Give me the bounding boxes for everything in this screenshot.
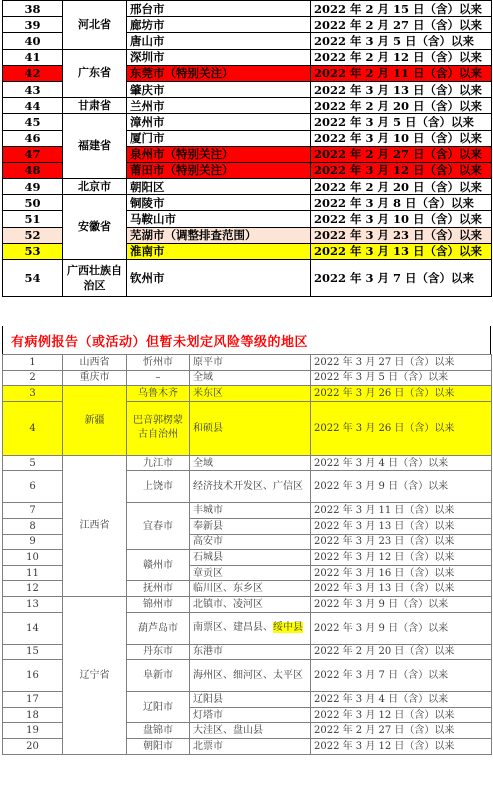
date-cell: 2022 年 3 月 11 日（含）以来 xyxy=(311,503,492,519)
table-row xyxy=(3,98,492,114)
date-cell: 2022 年 3 月 27 日（含）以来 xyxy=(311,355,492,371)
date-cell: 2022 年 2 月 15 日（含）以来 xyxy=(311,1,492,17)
district-cell: 东港市 xyxy=(190,644,311,660)
table-row xyxy=(3,114,492,130)
date-cell: 2022 年 3 月 4 日（含）以来 xyxy=(311,692,492,708)
city-cell: 东莞市（特别关注） xyxy=(127,65,311,81)
city-cell: 阜新市 xyxy=(127,660,190,692)
city-cell: 漳州市 xyxy=(127,114,311,130)
district-cell: 全域 xyxy=(190,455,311,471)
row-number: 7 xyxy=(3,503,63,519)
table-row xyxy=(3,370,492,386)
row-number: 51 xyxy=(3,211,63,227)
date-cell: 2022 年 3 月 10 日（含）以来 xyxy=(311,211,492,227)
district-highlight: 绥中县 xyxy=(273,622,303,634)
date-cell: 2022 年 2 月 12 日（含）以来 xyxy=(311,49,492,65)
row-number: 52 xyxy=(3,227,63,243)
row-number: 48 xyxy=(3,162,63,178)
city-cell: 锦州市 xyxy=(127,596,190,612)
city-cell: 丹东市 xyxy=(127,644,190,660)
city-cell: 葫芦岛市 xyxy=(127,612,190,644)
city-cell: – xyxy=(127,370,190,386)
district-cell: 丰城市 xyxy=(190,503,311,519)
row-number: 13 xyxy=(3,596,63,612)
district-cell: 原平市 xyxy=(190,355,311,371)
date-cell: 2022 年 3 月 16 日（含）以来 xyxy=(311,565,492,581)
row-number: 8 xyxy=(3,518,63,534)
risk-area-table xyxy=(2,0,492,297)
date-cell: 2022 年 3 月 8 日（含）以来 xyxy=(311,195,492,211)
province-cell: 重庆市 xyxy=(63,370,127,386)
row-number: 49 xyxy=(3,179,63,195)
row-number: 40 xyxy=(3,33,63,49)
city-cell: 芜湖市（调整排查范围） xyxy=(127,227,311,243)
row-number: 53 xyxy=(3,243,63,259)
province-cell: 北京市 xyxy=(63,179,127,195)
row-number: 44 xyxy=(3,98,63,114)
date-cell: 2022 年 2 月 27 日（含）以来 xyxy=(311,723,492,739)
province-cell: 广东省 xyxy=(63,49,127,98)
date-cell: 2022 年 3 月 7 日（含）以来 xyxy=(311,660,492,692)
date-cell: 2022 年 3 月 13 日（含）以来 xyxy=(311,243,492,259)
province-cell: 辽宁省 xyxy=(63,596,127,754)
city-cell: 巴音郭楞蒙古自治州 xyxy=(127,401,190,455)
table-row xyxy=(3,455,492,471)
date-cell: 2022 年 3 月 7 日（含）以来 xyxy=(311,260,492,297)
district-cell: 全域 xyxy=(190,370,311,386)
date-cell: 2022 年 3 月 12 日（含）以来 xyxy=(311,738,492,754)
row-number: 38 xyxy=(3,1,63,17)
city-cell: 赣州市 xyxy=(127,550,190,581)
row-number: 2 xyxy=(3,370,63,386)
city-cell: 宜春市 xyxy=(127,503,190,550)
date-cell: 2022 年 2 月 11 日（含）以来 xyxy=(311,65,492,81)
date-cell: 2022 年 3 月 5 日（含）以来 xyxy=(311,370,492,386)
date-cell: 2022 年 2 月 20 日（含）以来 xyxy=(311,98,492,114)
date-cell: 2022 年 3 月 12 日（含）以来 xyxy=(311,550,492,566)
row-number: 50 xyxy=(3,195,63,211)
table-row xyxy=(3,355,492,371)
date-cell: 2022 年 2 月 27 日（含）以来 xyxy=(311,146,492,162)
date-cell: 2022 年 3 月 5 日（含）以来 xyxy=(311,33,492,49)
city-cell: 九江市 xyxy=(127,455,190,471)
district-text: 南票区、建昌县、 xyxy=(193,622,273,634)
table-row xyxy=(3,179,492,195)
row-number: 41 xyxy=(3,49,63,65)
table-row xyxy=(3,1,492,17)
province-cell: 甘肃省 xyxy=(63,98,127,114)
row-number: 9 xyxy=(3,534,63,550)
row-number: 16 xyxy=(3,660,63,692)
row-number: 1 xyxy=(3,355,63,371)
date-cell: 2022 年 3 月 12 日（含）以来 xyxy=(311,707,492,723)
row-number: 46 xyxy=(3,130,63,146)
province-cell: 山西省 xyxy=(63,355,127,371)
district-cell: 大洼区、盘山县 xyxy=(190,723,311,739)
city-cell: 廊坊市 xyxy=(127,17,311,33)
district-cell: 高安市 xyxy=(190,534,311,550)
row-number: 10 xyxy=(3,550,63,566)
city-cell: 朝阳区 xyxy=(127,179,311,195)
row-number: 14 xyxy=(3,612,63,644)
date-cell: 2022 年 3 月 9 日（含）以来 xyxy=(311,612,492,644)
city-cell: 兰州市 xyxy=(127,98,311,114)
row-number: 15 xyxy=(3,644,63,660)
unrated-area-table xyxy=(2,354,492,755)
row-number: 3 xyxy=(3,386,63,402)
province-cell: 福建省 xyxy=(63,114,127,179)
city-cell: 盘锦市 xyxy=(127,723,190,739)
date-cell: 2022 年 3 月 26 日（含）以来 xyxy=(311,386,492,402)
city-cell: 忻州市 xyxy=(127,355,190,371)
table-row xyxy=(3,195,492,211)
city-cell: 邢台市 xyxy=(127,1,311,17)
district-cell: 奉新县 xyxy=(190,518,311,534)
district-cell: 临川区、东乡区 xyxy=(190,581,311,597)
city-cell: 辽阳市 xyxy=(127,692,190,723)
row-number: 18 xyxy=(3,707,63,723)
district-cell: 章贡区 xyxy=(190,565,311,581)
province-cell: 江西省 xyxy=(63,455,127,596)
date-cell: 2022 年 3 月 23 日（含）以来 xyxy=(311,534,492,550)
city-cell: 上饶市 xyxy=(127,471,190,503)
date-cell: 2022 年 2 月 20 日（含）以来 xyxy=(311,179,492,195)
district-cell: 辽阳县 xyxy=(190,692,311,708)
row-number: 39 xyxy=(3,17,63,33)
row-number: 4 xyxy=(3,401,63,455)
province-cell: 河北省 xyxy=(63,1,127,50)
date-cell: 2022 年 3 月 4 日（含）以来 xyxy=(311,455,492,471)
row-number: 5 xyxy=(3,455,63,471)
row-number: 20 xyxy=(3,738,63,754)
district-cell: 米东区 xyxy=(190,386,311,402)
row-number: 12 xyxy=(3,581,63,597)
province-cell: 新疆 xyxy=(63,386,127,456)
date-cell: 2022 年 3 月 26 日（含）以来 xyxy=(311,401,492,455)
date-cell: 2022 年 3 月 12 日（含）以来 xyxy=(311,162,492,178)
district-cell: 石城县 xyxy=(190,550,311,566)
city-cell: 深圳市 xyxy=(127,49,311,65)
row-number: 42 xyxy=(3,65,63,81)
table-row-new xyxy=(3,386,492,402)
city-cell: 泉州市（特别关注） xyxy=(127,146,311,162)
date-cell: 2022 年 3 月 13 日（含）以来 xyxy=(311,518,492,534)
table-row xyxy=(3,260,492,297)
city-cell: 淮南市 xyxy=(127,243,311,259)
city-cell: 铜陵市 xyxy=(127,195,311,211)
row-number: 43 xyxy=(3,81,63,97)
city-cell: 钦州市 xyxy=(127,260,311,297)
city-cell: 抚州市 xyxy=(127,581,190,597)
district-cell: 北镇市、凌河区 xyxy=(190,596,311,612)
city-cell: 乌鲁木齐 xyxy=(127,386,190,402)
district-cell: 灯塔市 xyxy=(190,707,311,723)
date-cell: 2022 年 3 月 10 日（含）以来 xyxy=(311,130,492,146)
district-cell: 经济技术开发区、广信区 xyxy=(190,471,311,503)
row-number: 17 xyxy=(3,692,63,708)
table-row xyxy=(3,596,492,612)
row-number: 19 xyxy=(3,723,63,739)
row-number: 11 xyxy=(3,565,63,581)
date-cell: 2022 年 3 月 9 日（含）以来 xyxy=(311,596,492,612)
city-cell: 莆田市（特别关注） xyxy=(127,162,311,178)
province-cell: 安徽省 xyxy=(63,195,127,260)
table-row xyxy=(3,49,492,65)
section-heading-text: 有病例报告（或活动）但暂未划定风险等级的地区 xyxy=(11,335,309,350)
district-cell: 北票市 xyxy=(190,738,311,754)
city-cell: 厦门市 xyxy=(127,130,311,146)
row-number: 54 xyxy=(3,260,63,297)
city-cell: 肇庆市 xyxy=(127,81,311,97)
city-cell: 朝阳市 xyxy=(127,738,190,754)
date-cell: 2022 年 3 月 13 日（含）以来 xyxy=(311,81,492,97)
row-number: 6 xyxy=(3,471,63,503)
date-cell: 2022 年 3 月 23 日（含）以来 xyxy=(311,227,492,243)
date-cell: 2022 年 3 月 5 日（含）以来 xyxy=(311,114,492,130)
row-number: 45 xyxy=(3,114,63,130)
district-cell xyxy=(190,612,311,644)
district-cell: 和硕县 xyxy=(190,401,311,455)
province-cell: 广西壮族自治区 xyxy=(63,260,127,297)
row-number: 47 xyxy=(3,146,63,162)
city-cell: 马鞍山市 xyxy=(127,211,311,227)
date-cell: 2022 年 3 月 9 日（含）以来 xyxy=(311,471,492,503)
date-cell: 2022 年 3 月 13 日（含）以来 xyxy=(311,581,492,597)
section-heading xyxy=(2,326,491,354)
district-cell: 海州区、细河区、太平区 xyxy=(190,660,311,692)
date-cell: 2022 年 2 月 20 日（含）以来 xyxy=(311,644,492,660)
city-cell: 唐山市 xyxy=(127,33,311,49)
date-cell: 2022 年 2 月 27 日（含）以来 xyxy=(311,17,492,33)
